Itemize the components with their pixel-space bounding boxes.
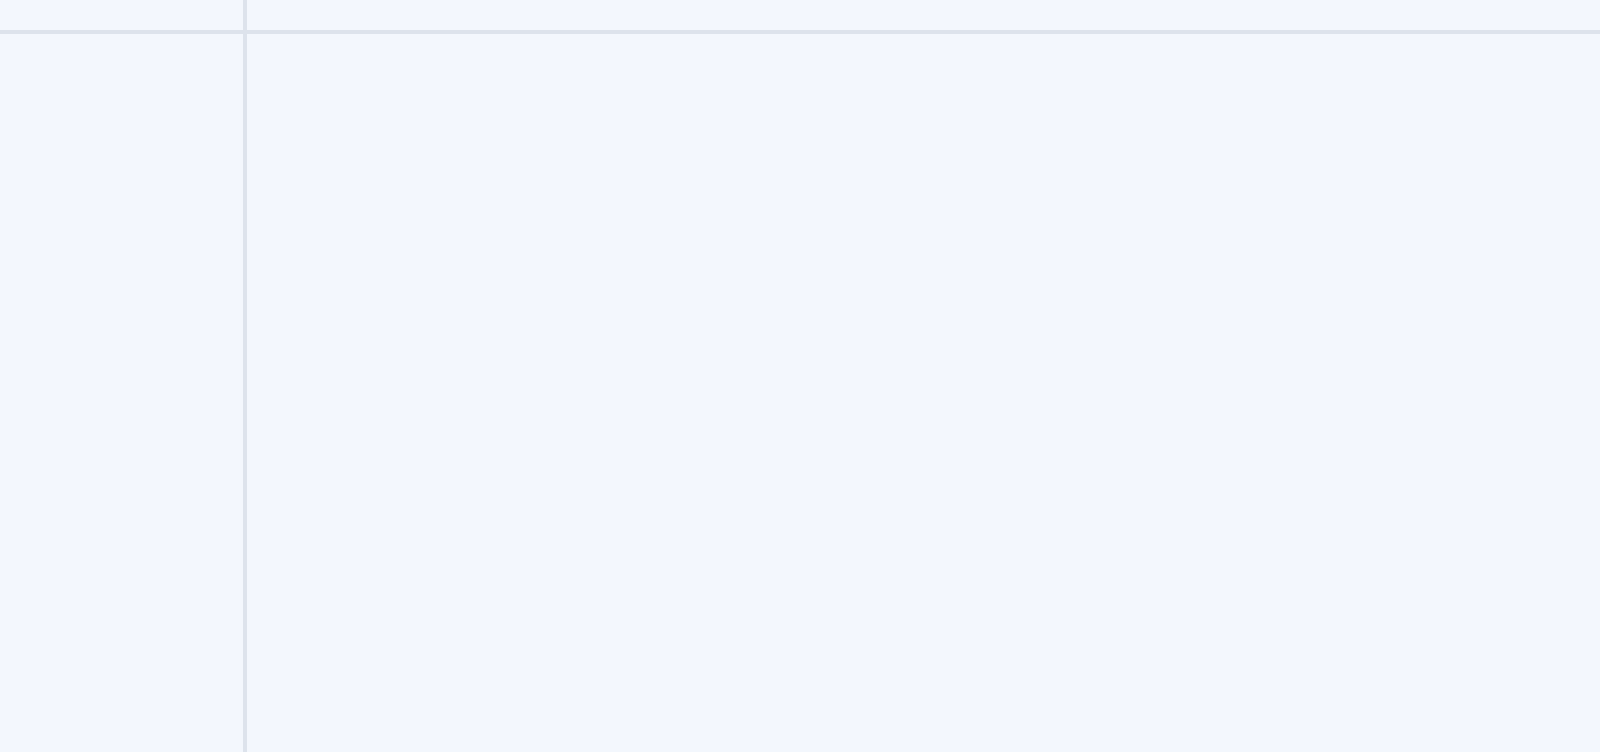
frozen-row-divider [0, 30, 1600, 34]
frozen-column-divider [243, 0, 247, 752]
